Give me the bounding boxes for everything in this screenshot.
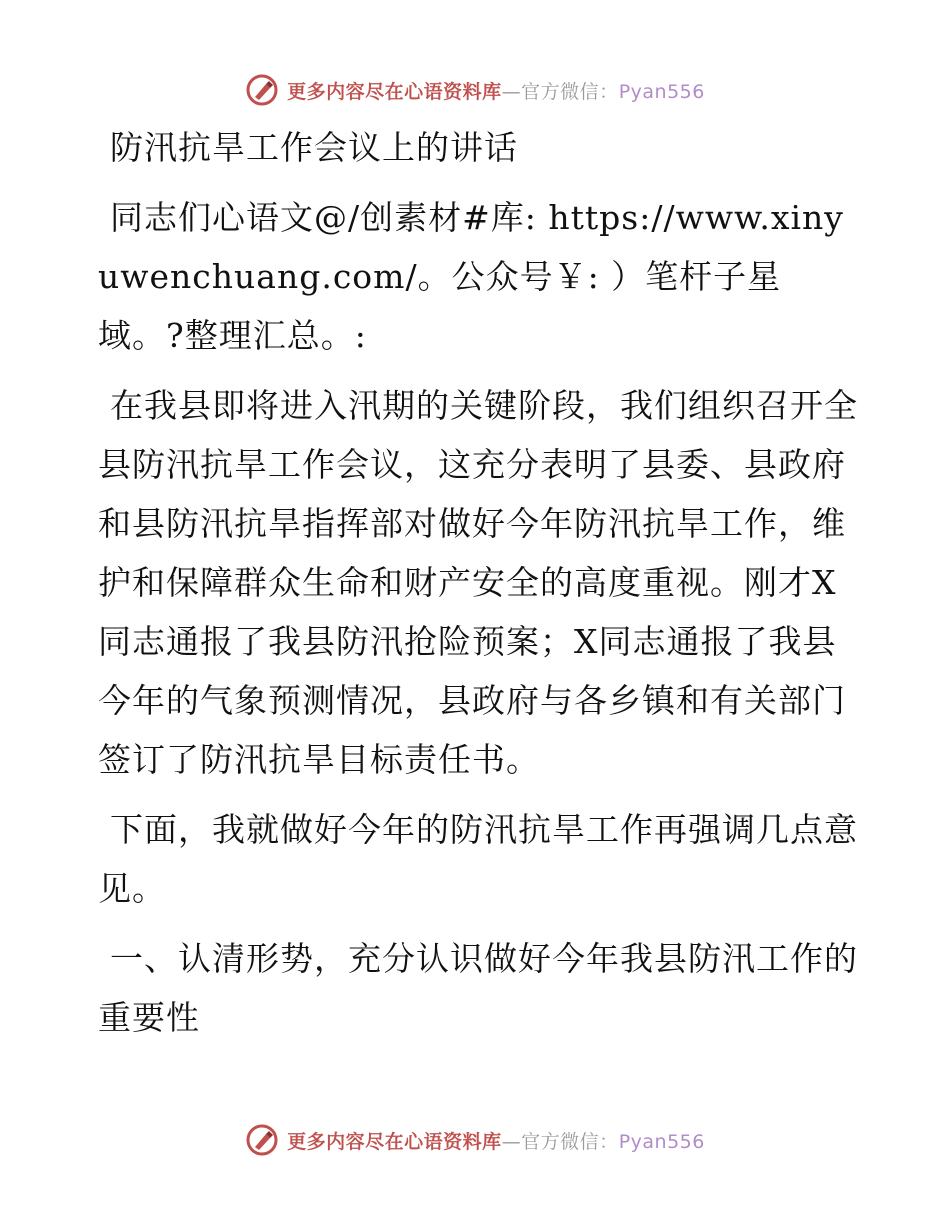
paragraph-transition: 下面，我就做好今年的防汛抗旱工作再强调几点意见。 bbox=[98, 810, 858, 908]
document-title: 防汛抗旱工作会议上的讲话 bbox=[110, 128, 518, 167]
footer-banner-official: 官方微信： bbox=[521, 1130, 619, 1153]
header-banner-lead: 更多内容尽在心语资料库 bbox=[287, 80, 502, 103]
section-heading-1: 一、认清形势，充分认识做好今年我县防汛工作的重要性 bbox=[98, 939, 858, 1037]
pen-nib-logo-icon bbox=[245, 1123, 279, 1157]
footer-banner-account: Pyan556 bbox=[618, 1130, 705, 1153]
footer-banner bbox=[0, 1118, 950, 1162]
paragraph-intro: 在我县即将进入汛期的关键阶段，我们组织召开全县防汛抗旱工作会议，这充分表明了县委、县政府和县防汛抗旱指挥部对做好今年防汛抗旱工作，维护和保障群众生命和财产安全的高度重视。刚才X同志通报了我县防汛抢险预案；X同志通报了我县今年的气象预测情况，县政府与各乡镇和有关部门签订了防汛抗旱目标责任书。 bbox=[98, 386, 858, 779]
header-banner bbox=[0, 68, 950, 112]
footer-banner-lead: 更多内容尽在心语资料库 bbox=[287, 1130, 502, 1153]
pen-nib-logo-icon bbox=[245, 73, 279, 107]
header-banner-account: Pyan556 bbox=[618, 80, 705, 103]
footer-banner-text bbox=[287, 1127, 705, 1154]
paragraph-source-note: 同志们心语文@/创素材#库: https://www.xinyuwenchuang.com/。公众号￥: ）笔杆子星域。?整理汇总。: bbox=[98, 198, 844, 355]
document-body bbox=[98, 118, 858, 1058]
footer-banner-dash: — bbox=[501, 1130, 522, 1153]
header-banner-official: 官方微信： bbox=[521, 80, 619, 103]
header-banner-dash: — bbox=[501, 80, 522, 103]
header-banner-text bbox=[287, 77, 705, 104]
